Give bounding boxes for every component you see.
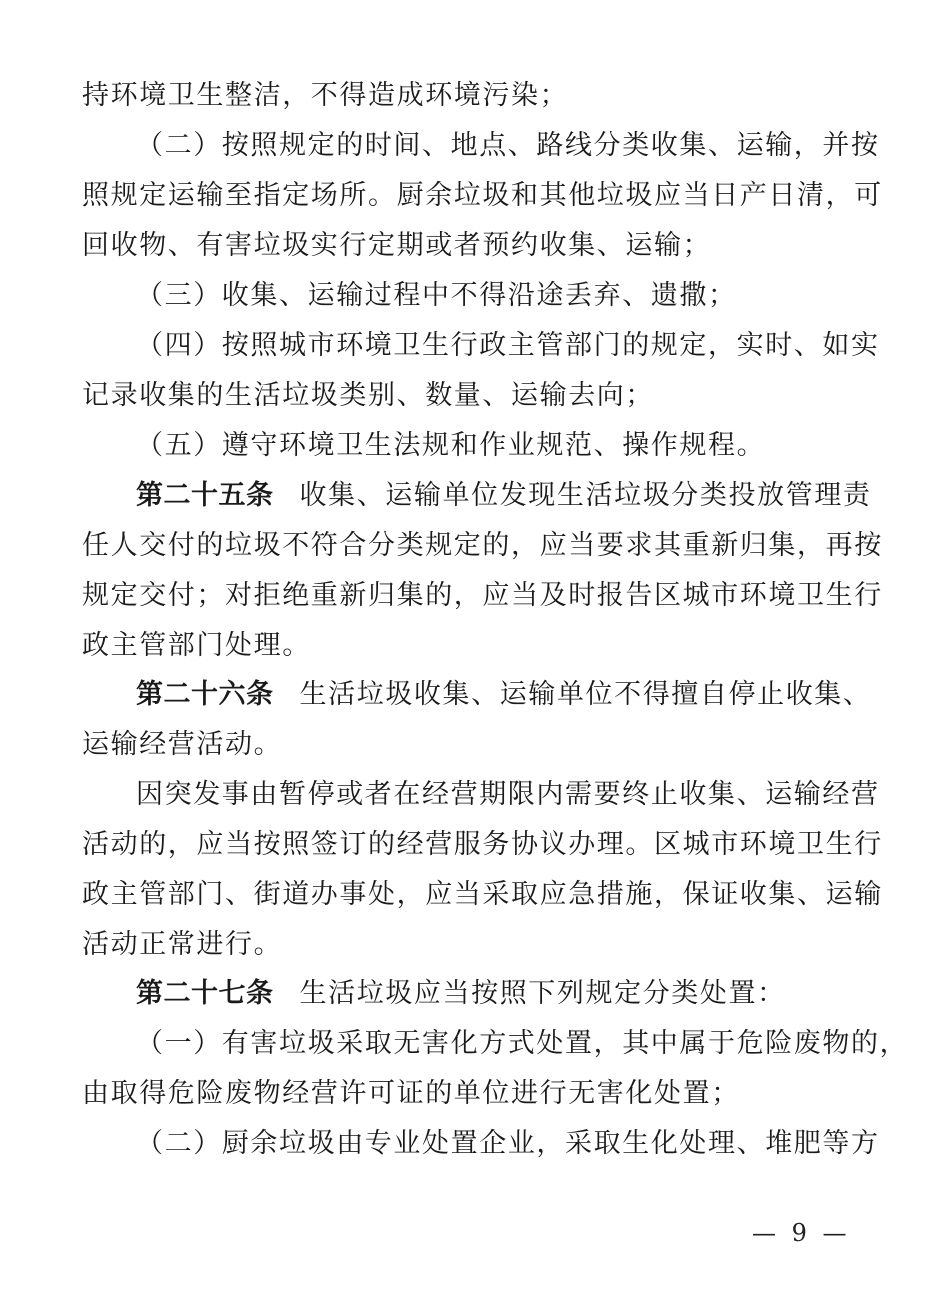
text-line: （一）有害垃圾采取无害化方式处置，其中属于危险废物的， [136,1028,909,1059]
text-line: 活动的，应当按照签订的经营服务协议办理。区城市环境卫生行 [82,829,883,860]
article-number: 第二十五条 [136,480,274,511]
text-line: （三）收集、运输过程中不得沿途丢弃、遗撒； [136,280,737,311]
text-line: 任人交付的垃圾不符合分类规定的，应当要求其重新归集，再按 [82,530,883,561]
text-line: 由取得危险废物经营许可证的单位进行无害化处置； [82,1078,740,1109]
text-line: （二）厨余垃圾由专业处置企业，采取生化处理、堆肥等方 [136,1128,880,1159]
text-line: 因突发事由暂停或者在经营期限内需要终止收集、运输经营 [136,779,880,810]
article-number: 第二十六条 [136,679,274,710]
text-line: 政主管部门处理。 [82,630,311,661]
article-number: 第二十七条 [136,978,274,1009]
text-line: 规定交付；对拒绝重新归集的，应当及时报告区城市环境卫生行 [82,580,883,611]
text-line: （二）按照规定的时间、地点、路线分类收集、运输，并按 [136,130,880,161]
page-number: — 9 — [752,1219,851,1247]
text-line: 活动正常进行。 [82,929,283,960]
text-line: 持环境卫生整洁，不得造成环境污染； [82,80,569,111]
article-25-first-line [136,479,872,513]
text-line: 回收物、有害垃圾实行定期或者预约收集、运输； [82,230,712,261]
text-line: 政主管部门、街道办事处，应当采取应急措施，保证收集、运输 [82,879,883,910]
text-line: （五）遵守环境卫生法规和作业规范、操作规程。 [136,430,766,461]
text-line: 记录收集的生活垃圾类别、数量、运输去向； [82,380,654,411]
text-segment: 生活垃圾应当按照下列规定分类处置： [299,978,786,1009]
article-26-first-line [136,678,872,712]
article-27-first-line [136,977,786,1011]
text-line: （四）按照城市环境卫生行政主管部门的规定，实时、如实 [136,330,880,361]
text-segment: 收集、运输单位发现生活垃圾分类投放管理责 [299,480,872,511]
text-line: 照规定运输至指定场所。厨余垃圾和其他垃圾应当日产日清，可 [82,180,883,211]
text-segment: 生活垃圾收集、运输单位不得擅自停止收集、 [299,679,872,710]
text-line: 运输经营活动。 [82,729,283,760]
